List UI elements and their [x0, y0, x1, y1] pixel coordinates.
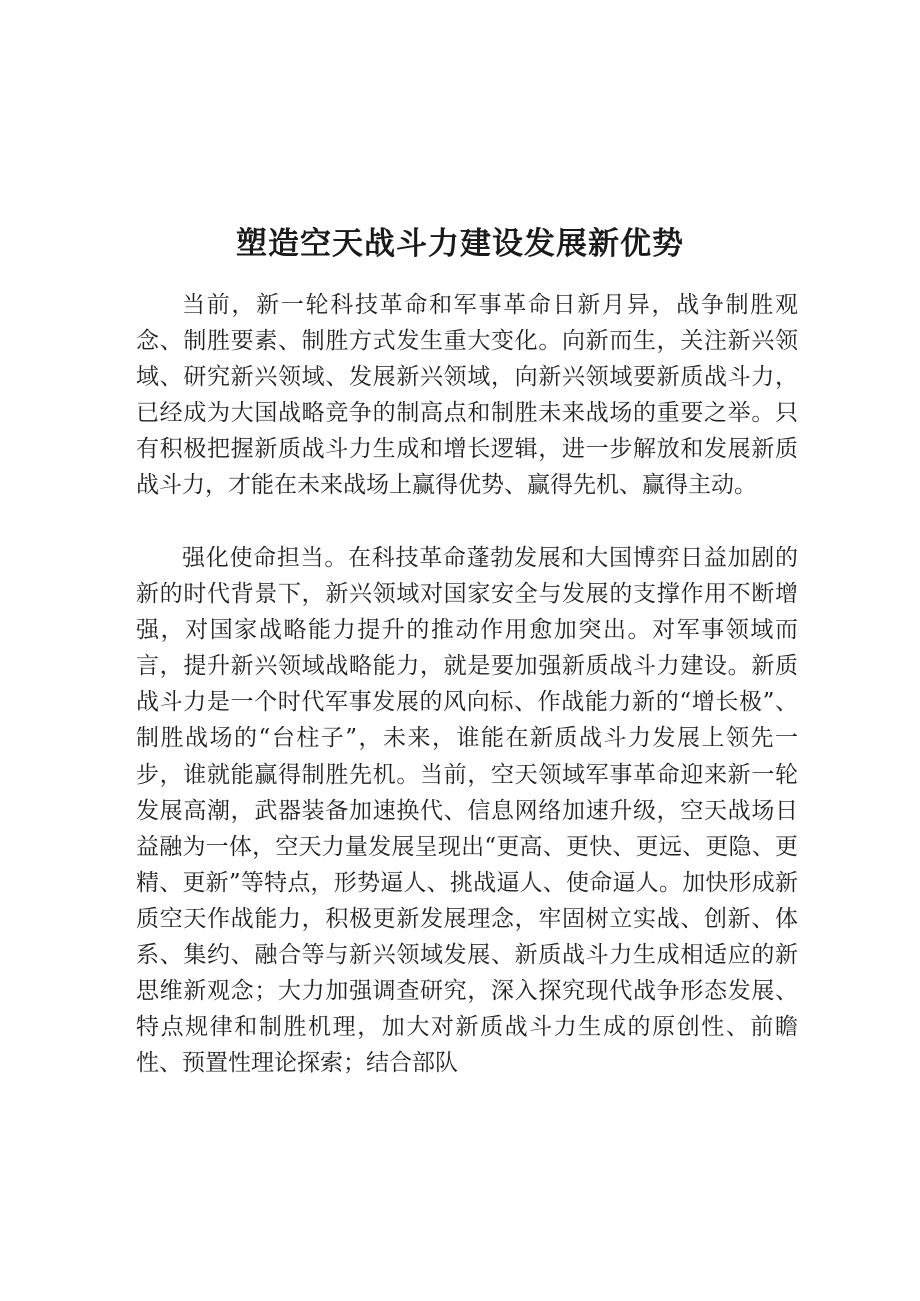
- paragraph-mission: 强化使命担当。在科技革命蓬勃发展和大国博弈日益加剧的新的时代背景下，新兴领域对国家安全与发展的支撑作用不断增强，对国家战略能力提升的推动作用愈加突出。对军事领域而言，提升新兴领域战略能力，就是要加强新质战斗力建设。新质战斗力是一个时代军事发展的风向标、作战能力新的“增长极”、制胜战场的“台柱子”，未来，谁能在新质战斗力发展上领先一步，谁就能赢得制胜先机。当前，空天领域军事革命迎来新一轮发展高潮，武器装备加速换代、信息网络加速升级，空天战场日益融为一体，空天力量发展呈现出“更高、更快、更远、更隐、更精、更新”等特点，形势逼人、挑战逼人、使命逼人。加快形成新质空天作战能力，积极更新发展理念，牢固树立实战、创新、体系、集约、融合等与新兴领域发展、新质战斗力生成相适应的新思维新观念；大力加强调查研究，深入探究现代战争形态发展、特点规律和制胜机理，加大对新质战斗力生成的原创性、前瞻性、预置性理论探索；结合部队: [136, 545, 798, 1077]
- paragraph-intro: 当前，新一轮科技革命和军事革命日新月异，战争制胜观念、制胜要素、制胜方式发生重大变化。向新而生，关注新兴领域、研究新兴领域、发展新兴领域，向新兴领域要新质战斗力，已经成为大国战略竞争的制高点和制胜未来战场的重要之举。只有积极把握新质战斗力生成和增长逻辑，进一步解放和发展新质战斗力，才能在未来战场上赢得优势、赢得先机、赢得主动。: [136, 292, 798, 499]
- page-title: 塑造空天战斗力建设发展新优势: [236, 226, 684, 262]
